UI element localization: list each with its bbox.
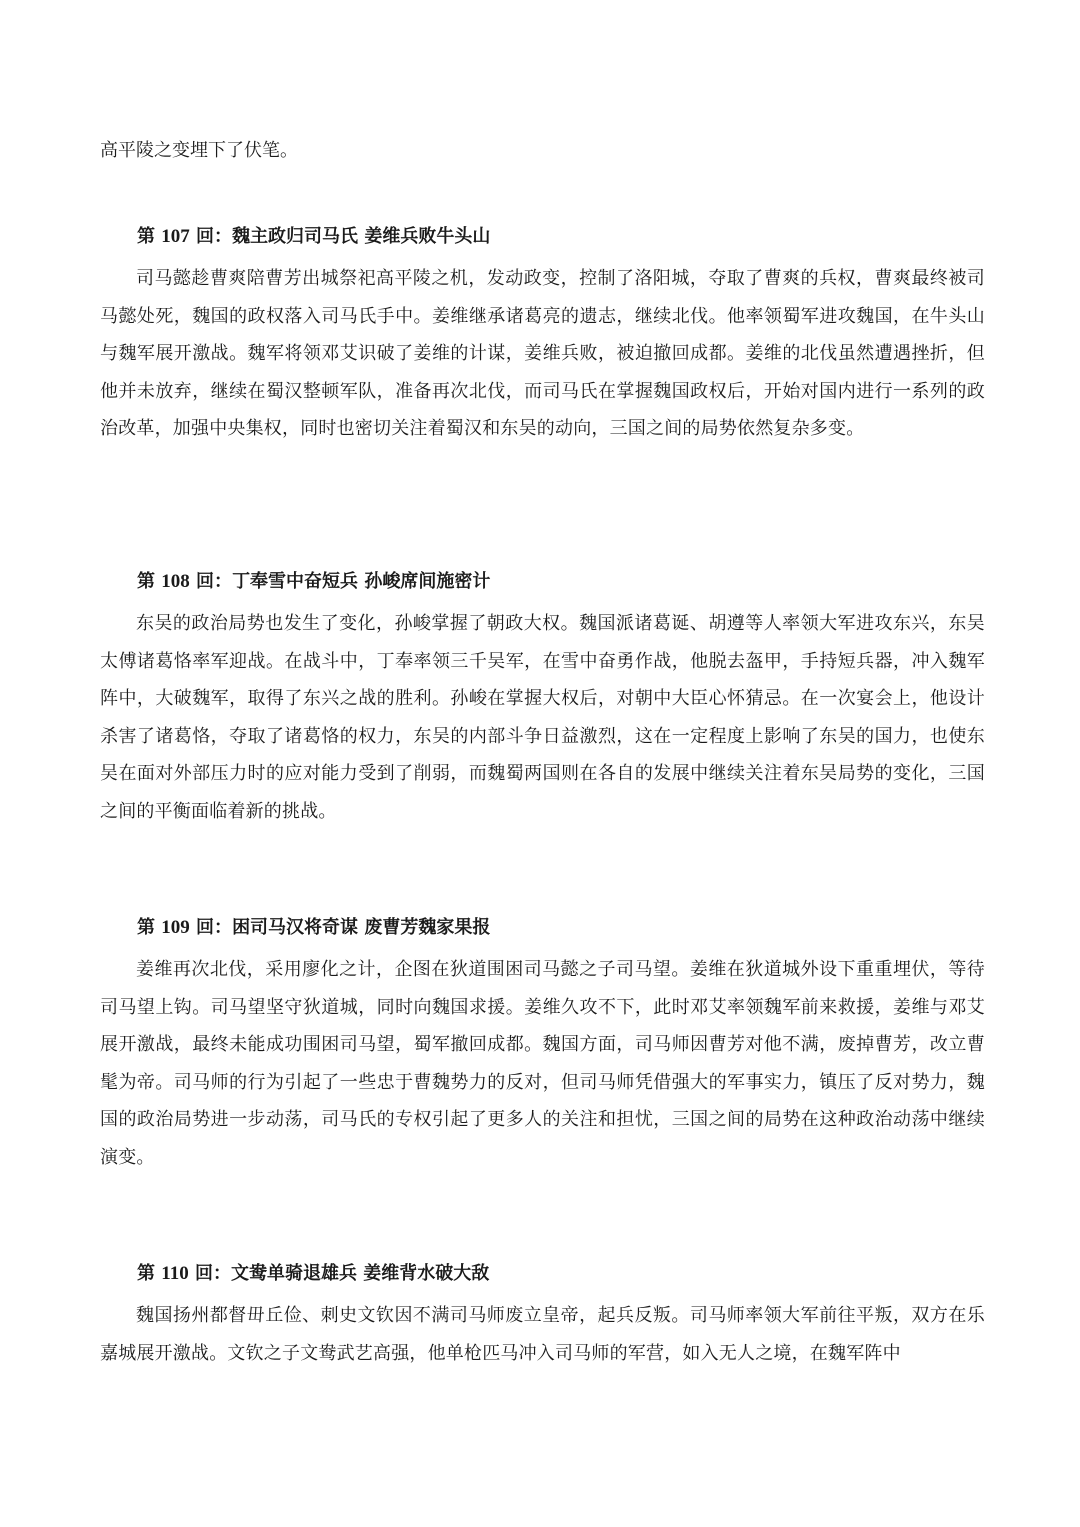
chapter-suffix: 回： bbox=[189, 571, 233, 592]
chapter-body: 魏国扬州都督毌丘俭、刺史文钦因不满司马师废立皇帝，起兵反叛。司马师率领大军前往平叛，双方在乐嘉城展开激战。文钦之子文鸯武艺高强，他单枪匹马冲入司马师的军营，如入无人之境，在魏军阵中 bbox=[100, 1305, 985, 1364]
chapter-body: 姜维再次北伐，采用廖化之计，企图在狄道围困司马懿之子司马望。姜维在狄道城外设下重重埋伏，等待司马望上钩。司马望坚守狄道城，同时向魏国求援。姜维久攻不下，此时邓艾率领魏军前来救援，姜维与邓艾展开激战，最终未能成功围困司马望，蜀军撤回成都。魏国方面，司马师因曹芳对他不满，废掉曹芳，改立曹髦为帝。司马师的行为引起了一些忠于曹魏势力的反对，但司马师凭借强大的军事实力，镇压了反对势力，魏国的政治局势进一步动荡，司马氏的专权引起了更多人的关注和担忧，三国之间的局势在这种政治动荡中继续演变。 bbox=[100, 959, 985, 1168]
chapter-heading bbox=[100, 219, 985, 255]
chapter-body: 司马懿趁曹爽陪曹芳出城祭祀高平陵之机，发动政变，控制了洛阳城，夺取了曹爽的兵权，曹爽最终被司马懿处死，魏国的政权落入司马氏手中。姜维继承诸葛亮的遗志，继续北伐。他率领蜀军进攻魏国，在牛头山与魏军展开激战。魏军将领邓艾识破了姜维的计谋，姜维兵败，被迫撤回成都。姜维的北伐虽然遭遇挫折，但他并未放弃，继续在蜀汉整顿军队，准备再次北伐，而司马氏在掌握魏国政权后，开始对国内进行一系列的政治改革，加强中央集权，同时也密切关注着蜀汉和东吴的动向，三国之间的局势依然复杂多变。 bbox=[100, 268, 985, 440]
chapter-title: 魏主政归司马氏 姜维兵败牛头山 bbox=[232, 226, 491, 247]
chapter-prefix: 第 bbox=[137, 571, 162, 592]
chapter-prefix: 第 bbox=[137, 917, 162, 938]
chapter-prefix: 第 bbox=[137, 1263, 162, 1284]
chapter-number: 109 bbox=[161, 917, 190, 938]
chapter-107 bbox=[100, 219, 985, 448]
chapter-108 bbox=[100, 564, 985, 831]
chapter-title: 困司马汉将奇谋 废曹芳魏家果报 bbox=[232, 917, 491, 938]
chapter-title: 丁奉雪中奋短兵 孙峻席间施密计 bbox=[232, 571, 491, 592]
chapter-title: 文鸯单骑退雄兵 姜维背水破大敌 bbox=[231, 1263, 490, 1284]
chapter-109 bbox=[100, 910, 985, 1177]
chapter-suffix: 回： bbox=[188, 1263, 232, 1284]
chapter-prefix: 第 bbox=[137, 226, 162, 247]
chapter-body: 东吴的政治局势也发生了变化，孙峻掌握了朝政大权。魏国派诸葛诞、胡遵等人率领大军进攻东兴，东吴太傅诸葛恪率军迎战。在战斗中，丁奉率领三千吴军，在雪中奋勇作战，他脱去盔甲，手持短兵器，冲入魏军阵中，大破魏军，取得了东兴之战的胜利。孙峻在掌握大权后，对朝中大臣心怀猜忌。在一次宴会上，他设计杀害了诸葛恪，夺取了诸葛恪的权力，东吴的内部斗争日益激烈，这在一定程度上影响了东吴的国力，也使东吴在面对外部压力时的应对能力受到了削弱，而魏蜀两国则在各自的发展中继续关注着东吴局势的变化，三国之间的平衡面临着新的挑战。 bbox=[100, 613, 985, 822]
chapter-suffix: 回： bbox=[189, 917, 233, 938]
chapter-heading bbox=[100, 1256, 985, 1292]
continuation-paragraph: 高平陵之变埋下了伏笔。 bbox=[100, 140, 298, 161]
chapter-110 bbox=[100, 1256, 985, 1372]
chapter-suffix: 回： bbox=[189, 226, 233, 247]
chapter-number: 107 bbox=[161, 226, 190, 247]
chapter-number: 110 bbox=[161, 1263, 189, 1284]
chapter-heading bbox=[100, 564, 985, 600]
chapter-heading bbox=[100, 910, 985, 946]
chapter-number: 108 bbox=[161, 571, 190, 592]
